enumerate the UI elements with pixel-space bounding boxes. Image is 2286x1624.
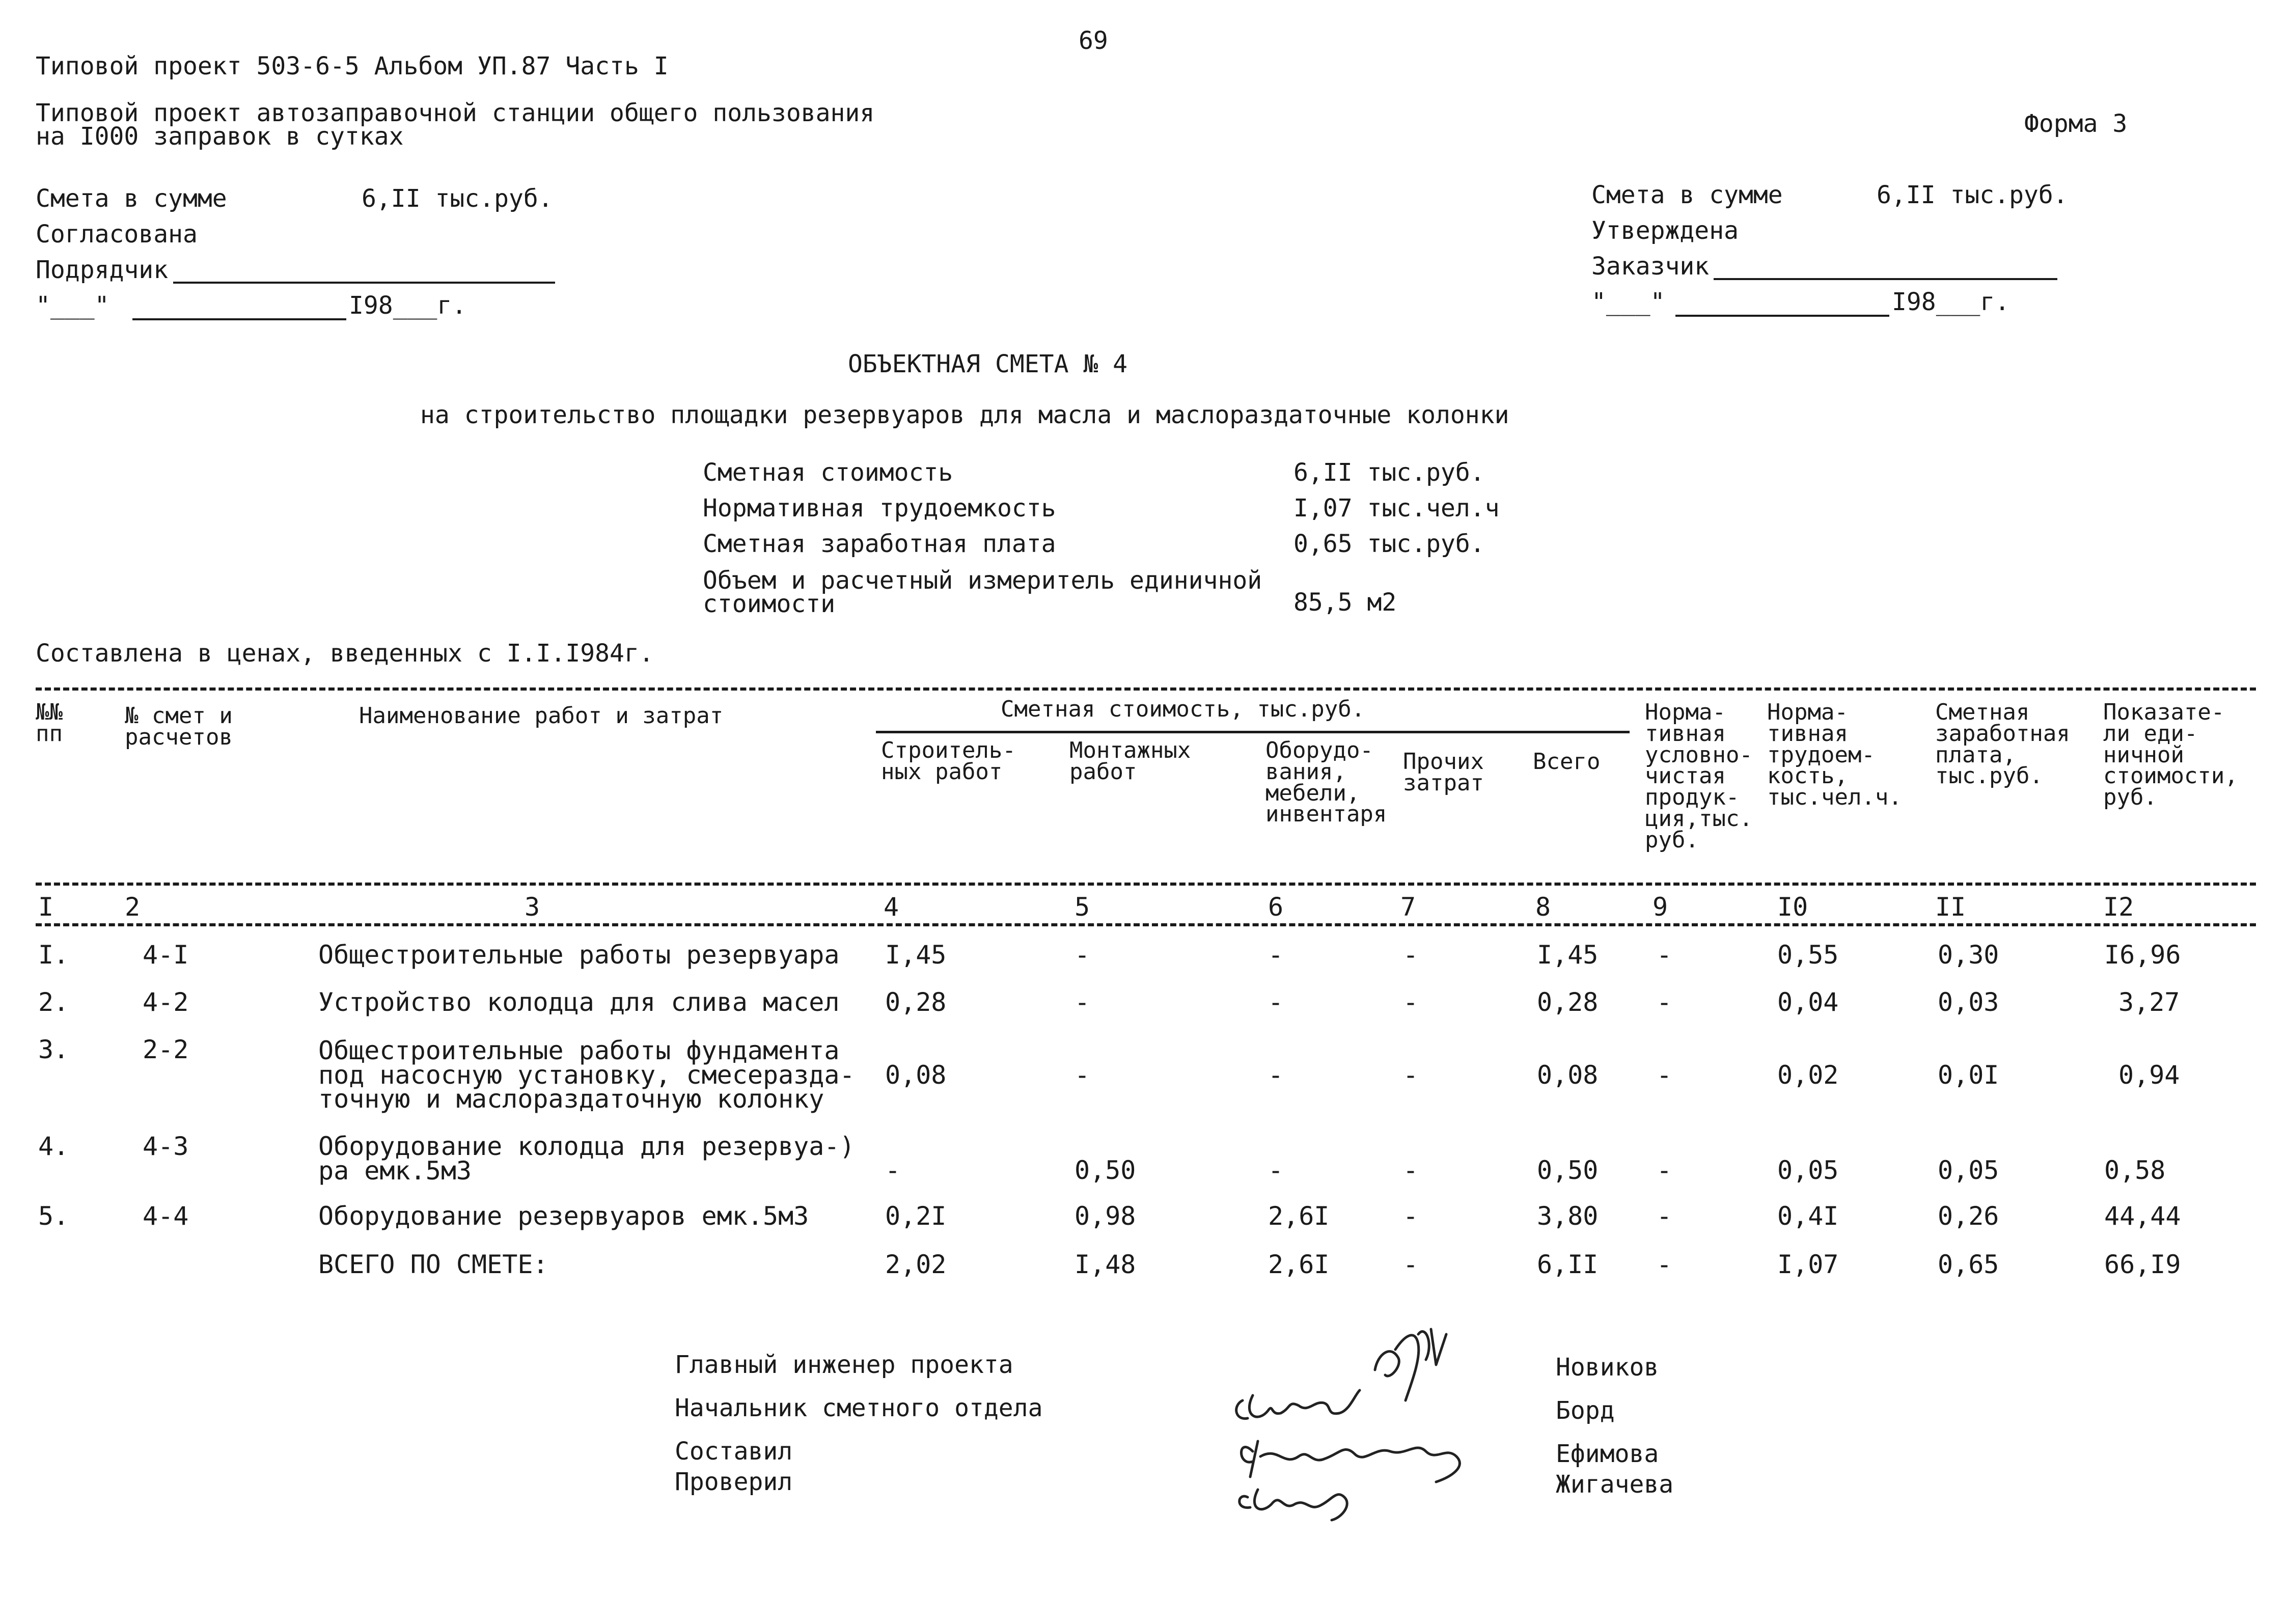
- row-installation: -: [1075, 1060, 1090, 1090]
- date-quote: "___": [36, 291, 109, 320]
- row-name: Устройство колодца для слива масел: [318, 987, 840, 1017]
- summary-value: 85,5 м2: [1293, 588, 1397, 617]
- total-labor: I,07: [1777, 1250, 1839, 1279]
- row-net-production: -: [1657, 987, 1672, 1017]
- row-other: -: [1403, 940, 1419, 970]
- row-num: 4.: [38, 1132, 69, 1161]
- column-number: 2: [125, 892, 141, 922]
- handwritten-signatures: [1222, 1314, 1507, 1538]
- row-wages: 0,30: [1938, 940, 1999, 970]
- header-name: Наименование работ и затрат: [359, 703, 724, 729]
- customer-signature-line: [1714, 278, 2057, 280]
- row-labor: 0,04: [1777, 987, 1839, 1017]
- summary-label: Объем и расчетный измеритель единичной стоимости: [703, 566, 1262, 618]
- date-month-line: [132, 318, 346, 320]
- page-number: 69: [1079, 26, 1108, 55]
- row-other: -: [1403, 987, 1419, 1017]
- row-construction: I,45: [885, 940, 947, 970]
- row-construction: 0,28: [885, 987, 947, 1017]
- row-unit-cost: I6,96: [2104, 940, 2181, 970]
- row-num: 5.: [38, 1201, 69, 1231]
- column-number: 4: [884, 892, 899, 922]
- customer-label: Заказчик: [1591, 252, 1710, 281]
- header-total: Всего: [1533, 749, 1601, 775]
- header-other: Прочих затрат: [1403, 749, 1484, 796]
- row-installation: -: [1075, 987, 1090, 1017]
- summary-label: Сметная стоимость: [703, 458, 953, 487]
- total-construction: 2,02: [885, 1250, 947, 1279]
- estimate-value: 6,II тыс.руб.: [1877, 181, 2068, 209]
- summary-label: Нормативная трудоемкость: [703, 494, 1056, 522]
- row-other: -: [1403, 1060, 1419, 1090]
- summary-value: 6,II тыс.руб.: [1293, 458, 1485, 487]
- row-net-production: -: [1657, 940, 1672, 970]
- row-labor: 0,55: [1777, 940, 1839, 970]
- row-total: 0,50: [1537, 1155, 1599, 1185]
- row-equipment: -: [1268, 987, 1284, 1017]
- summary-label: Сметная заработная плата: [703, 530, 1056, 558]
- header-num: №№ пп: [36, 699, 63, 747]
- total-other: -: [1403, 1250, 1419, 1279]
- column-number: 9: [1652, 892, 1668, 922]
- header-installation: Монтажных работ: [1069, 737, 1191, 785]
- header-cost-group: Сметная стоимость, тыс.руб.: [1001, 696, 1365, 722]
- row-wages: 0,0I: [1938, 1060, 1999, 1090]
- header-estimate-no: № смет и расчетов: [125, 703, 233, 750]
- total-unit-cost: 66,I9: [2104, 1250, 2181, 1279]
- column-number: 7: [1400, 892, 1416, 922]
- estimate-label: Смета в сумме: [1591, 181, 1783, 209]
- row-labor: 0,4I: [1777, 1201, 1839, 1231]
- table-top-rule: [36, 687, 2256, 691]
- row-estimate-no: 2-2: [143, 1035, 189, 1064]
- signatory-name: Ефимова: [1556, 1440, 1659, 1468]
- row-unit-cost: 0,58: [2104, 1155, 2166, 1185]
- row-construction: 0,2I: [885, 1201, 947, 1231]
- signatory-role: Начальник сметного отдела: [675, 1394, 1043, 1422]
- row-other: -: [1403, 1201, 1419, 1231]
- row-equipment: -: [1268, 1060, 1284, 1090]
- approval-status: Согласована: [36, 220, 198, 249]
- signatory-role: Проверил: [675, 1468, 793, 1496]
- header-bottom-rule: [36, 883, 2256, 886]
- column-number: 3: [525, 892, 540, 922]
- column-number: I: [38, 892, 54, 922]
- total-label: ВСЕГО ПО СМЕТЕ:: [318, 1250, 548, 1279]
- row-unit-cost: 3,27: [2118, 987, 2180, 1017]
- row-installation: 0,50: [1075, 1155, 1136, 1185]
- column-number: I0: [1777, 892, 1808, 922]
- project-line: Типовой проект 503-6-5 Альбом УП.87 Часть I: [36, 52, 669, 80]
- header-unit-cost: Показате- ли еди- ничной стоимости, руб.: [2103, 699, 2238, 811]
- row-installation: 0,98: [1075, 1201, 1136, 1231]
- row-installation: -: [1075, 940, 1090, 970]
- column-number: 6: [1268, 892, 1284, 922]
- date-year: I98___г.: [1892, 288, 2010, 316]
- document-title: ОБЪЕКТНАЯ СМЕТА № 4: [848, 350, 1128, 378]
- column-numbers-rule: [36, 923, 2256, 926]
- summary-value: 0,65 тыс.руб.: [1293, 530, 1485, 558]
- total-net-production: -: [1657, 1250, 1672, 1279]
- signatory-role: Составил: [675, 1437, 793, 1466]
- row-num: 2.: [38, 987, 69, 1017]
- column-number: 8: [1535, 892, 1551, 922]
- row-unit-cost: 0,94: [2118, 1060, 2180, 1090]
- row-total: 0,08: [1537, 1060, 1599, 1090]
- prices-note: Составлена в ценах, введенных с I.I.I984г.: [36, 639, 654, 668]
- row-equipment: -: [1268, 1155, 1284, 1185]
- signatory-name: Борд: [1556, 1396, 1615, 1425]
- row-estimate-no: 4-I: [143, 940, 189, 970]
- row-estimate-no: 4-3: [143, 1132, 189, 1161]
- row-equipment: -: [1268, 940, 1284, 970]
- row-unit-cost: 44,44: [2104, 1201, 2181, 1231]
- document-subtitle: на строительство площадки резервуаров для масла и маслораздаточные колонки: [420, 401, 1509, 429]
- estimate-label: Смета в сумме: [36, 184, 227, 213]
- row-wages: 0,03: [1938, 987, 1999, 1017]
- total-wages: 0,65: [1938, 1250, 1999, 1279]
- row-num: 3.: [38, 1035, 69, 1064]
- contractor-signature-line: [173, 282, 555, 284]
- header-labor: Норма- тивная трудоем- кость, тыс.чел.ч.: [1767, 699, 1902, 811]
- date-year: I98___г.: [349, 291, 467, 320]
- row-net-production: -: [1657, 1060, 1672, 1090]
- contractor-label: Подрядчик: [36, 256, 169, 284]
- row-name: Оборудование резервуаров емк.5м3: [318, 1201, 809, 1231]
- date-quote: "___": [1591, 288, 1665, 316]
- date-month-line: [1675, 315, 1889, 317]
- project-title: Типовой проект автозаправочной станции общего пользования на I000 заправок в сутках: [36, 99, 875, 151]
- row-labor: 0,05: [1777, 1155, 1839, 1185]
- header-construction: Строитель- ных работ: [881, 737, 1016, 785]
- signatory-name: Жигачева: [1556, 1470, 1674, 1499]
- row-name: Общестроительные работы фундамента под насосную установку, смесеразда- точную и маслораздаточную колонку: [318, 1036, 855, 1114]
- approval-status: Утверждена: [1591, 216, 1739, 245]
- header-equipment: Оборудо- вания, мебели, инвентаря: [1265, 737, 1387, 828]
- cost-group-rule: [876, 731, 1630, 733]
- total-equipment: 2,6I: [1268, 1250, 1330, 1279]
- row-estimate-no: 4-4: [143, 1201, 189, 1231]
- row-wages: 0,26: [1938, 1201, 1999, 1231]
- row-total: I,45: [1537, 940, 1599, 970]
- row-equipment: 2,6I: [1268, 1201, 1330, 1231]
- header-wages: Сметная заработная плата, тыс.руб.: [1935, 699, 2070, 789]
- row-net-production: -: [1657, 1155, 1672, 1185]
- form-label: Форма 3: [2024, 109, 2128, 138]
- row-net-production: -: [1657, 1201, 1672, 1231]
- row-wages: 0,05: [1938, 1155, 1999, 1185]
- summary-value: I,07 тыс.чел.ч: [1293, 494, 1500, 522]
- row-total: 0,28: [1537, 987, 1599, 1017]
- column-number: II: [1935, 892, 1966, 922]
- row-construction: -: [885, 1155, 901, 1185]
- estimate-value: 6,II тыс.руб.: [362, 184, 553, 213]
- row-num: I.: [38, 940, 69, 970]
- row-name: Оборудование колодца для резервуа-) ра емк.5м3: [318, 1132, 855, 1186]
- column-number: 5: [1075, 892, 1090, 922]
- signatory-name: Новиков: [1556, 1353, 1659, 1382]
- total-total: 6,II: [1537, 1250, 1599, 1279]
- signatory-role: Главный инженер проекта: [675, 1351, 1013, 1379]
- row-estimate-no: 4-2: [143, 987, 189, 1017]
- row-total: 3,80: [1537, 1201, 1599, 1231]
- column-number: I2: [2103, 892, 2134, 922]
- row-labor: 0,02: [1777, 1060, 1839, 1090]
- header-net-production: Норма- тивная условно- чистая продук- ция,тыс. руб.: [1645, 699, 1753, 853]
- row-construction: 0,08: [885, 1060, 947, 1090]
- row-other: -: [1403, 1155, 1419, 1185]
- total-installation: I,48: [1075, 1250, 1136, 1279]
- row-name: Общестроительные работы резервуара: [318, 940, 840, 970]
